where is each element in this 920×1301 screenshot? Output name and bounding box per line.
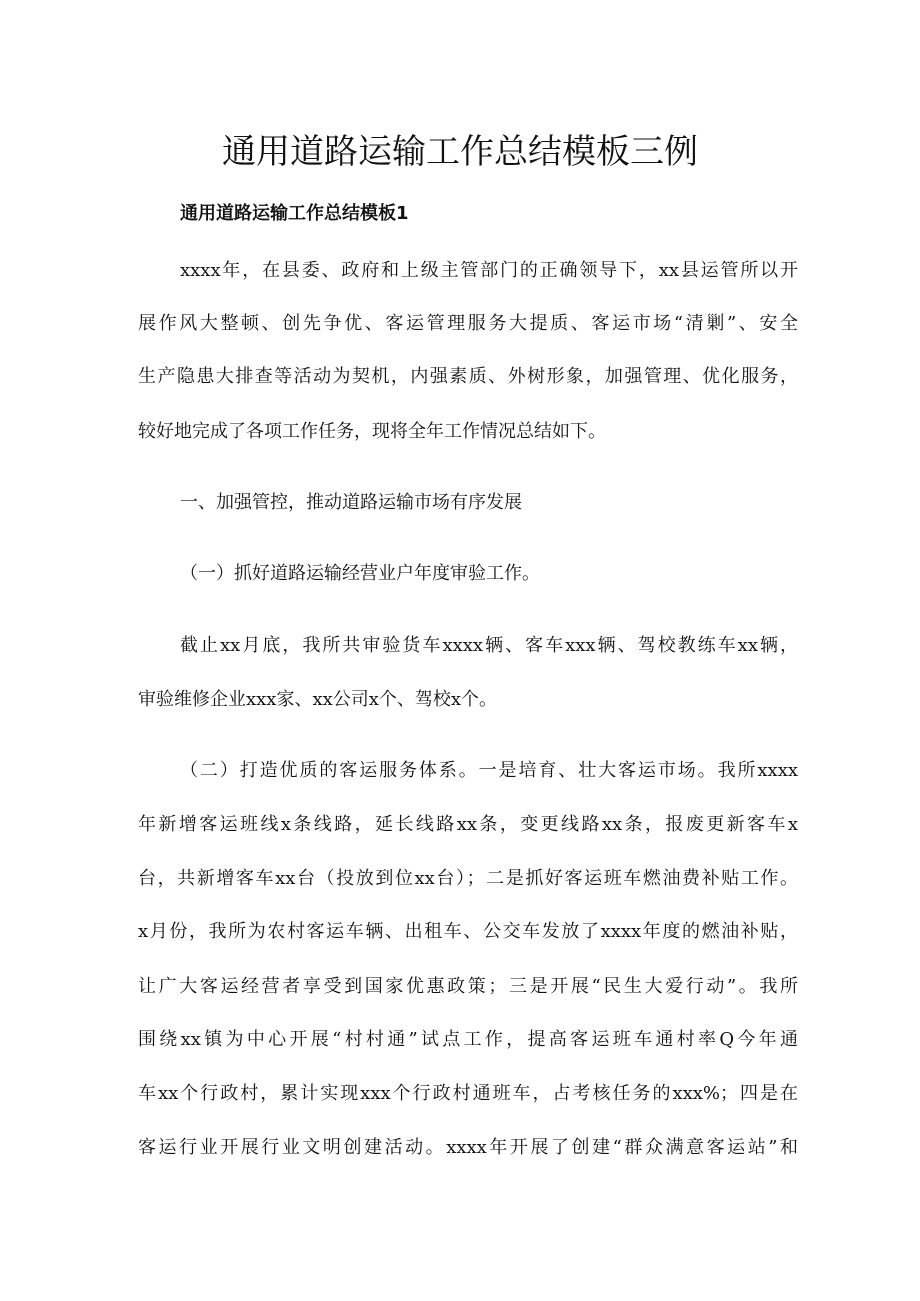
paragraph-line: 让广大客运经营者享受到国家优惠政策；三是开展“民生大爱行动”。我所	[138, 976, 798, 997]
paragraph-line: 车xx个行政村，累计实现xxx个行政村通班车，占考核任务的xxx%；四是在	[138, 1083, 798, 1104]
paragraph-line: xxxx年，在县委、政府和上级主管部门的正确领导下，xx县运管所以开	[180, 260, 798, 281]
paragraph-line: 截止xx月底，我所共审验货车xxxx辆、客车xxx辆、驾校教练车xx辆，	[180, 635, 798, 656]
paragraph-line: 客运行业开展行业文明创建活动。xxxx年开展了创建“群众满意客运站”和	[138, 1137, 798, 1158]
paragraph-line: 较好地完成了各项工作任务，现将全年工作情况总结如下。	[138, 421, 606, 442]
paragraph-line: 年新增客运班线x条线路，延长线路xx条，变更线路xx条，报废更新客车x	[138, 814, 798, 835]
subsection-heading: 一、加强管控，推动道路运输市场有序发展	[180, 492, 522, 513]
paragraph-line: 生产隐患大排查等活动为契机，内强素质、外树形象，加强管理、优化服务，	[138, 366, 798, 387]
paragraph-line: 展作风大整顿、创先争优、客运管理服务大提质、客运市场“清剿”、安全	[138, 313, 798, 334]
paragraph-line: 审验维修企业xxx家、xx公司x个、驾校x个。	[138, 689, 498, 710]
paragraph-line: （二）打造优质的客运服务体系。一是培育、壮大客运市场。我所xxxx	[180, 760, 798, 781]
paragraph-line: 台，共新增客车xx台（投放到位xx台）；二是抓好客运班车燃油费补贴工作。	[138, 868, 798, 889]
subsection-heading: （一）抓好道路运输经营业户年度审验工作。	[180, 563, 540, 584]
document-title: 通用道路运输工作总结模板三例	[222, 132, 698, 172]
paragraph-line: x月份，我所为农村客运车辆、出租车、公交车发放了xxxx年度的燃油补贴，	[138, 921, 798, 942]
paragraph-line: 围绕xx镇为中心开展“村村通”试点工作，提高客运班车通村率Q今年通	[138, 1029, 798, 1050]
section-heading: 通用道路运输工作总结模板1	[180, 203, 409, 224]
